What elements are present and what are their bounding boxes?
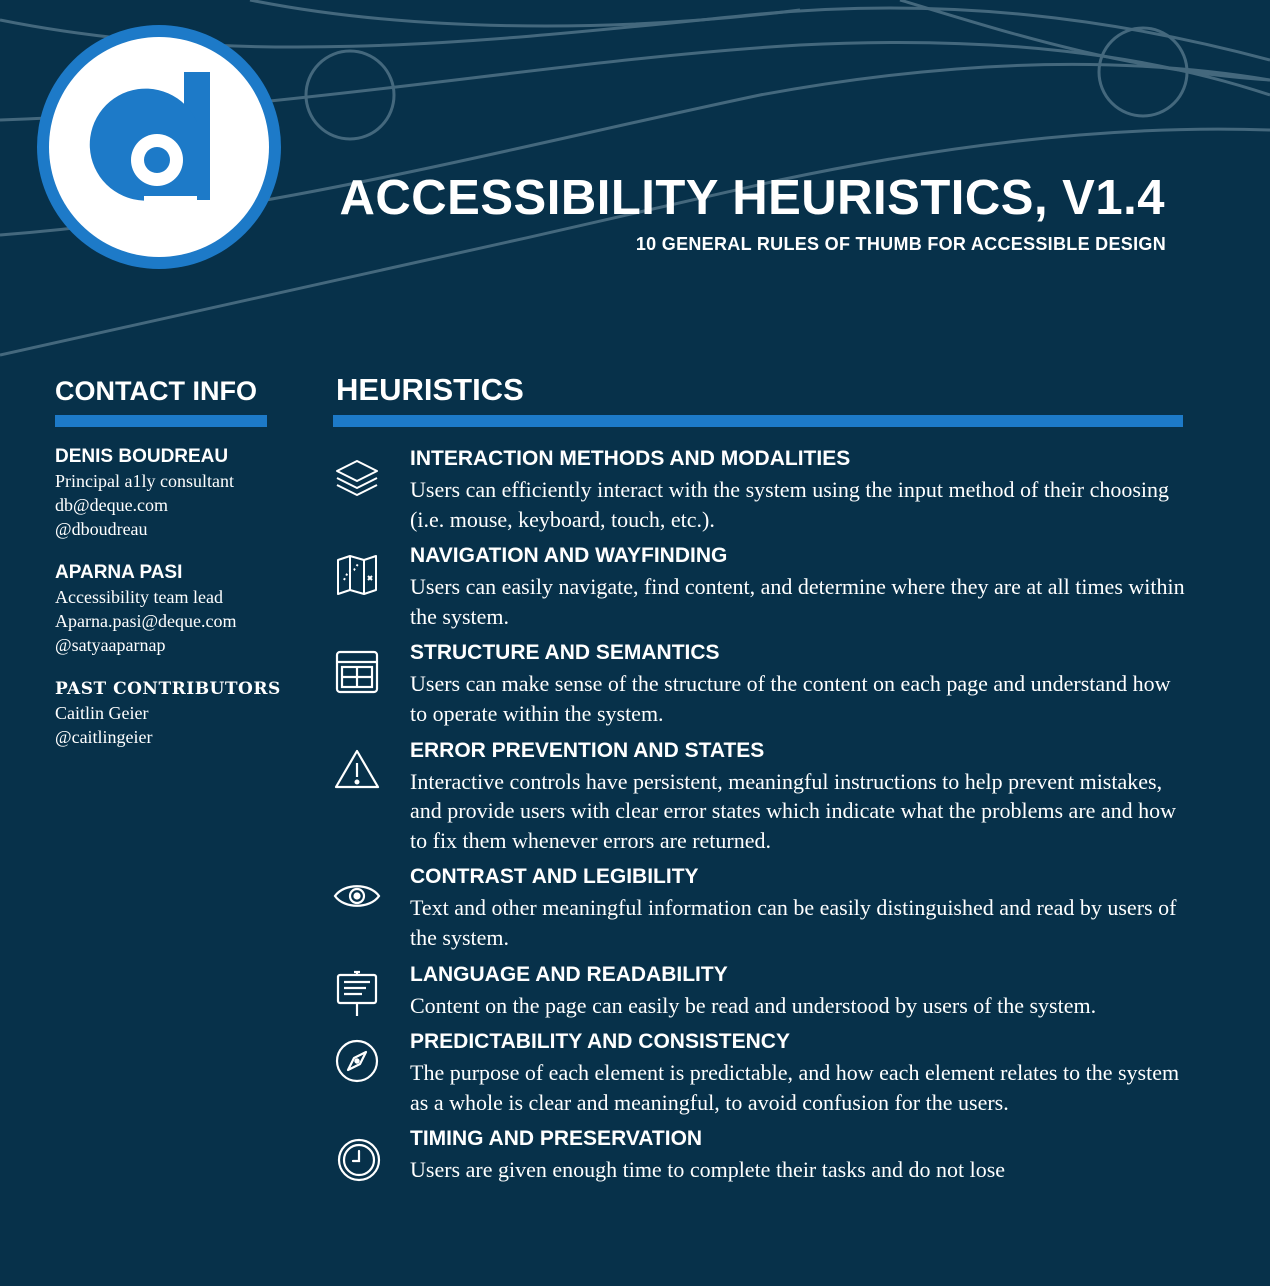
deque-logo-icon: [34, 22, 284, 272]
heuristic-item: [332, 542, 1202, 631]
heuristic-item: [332, 737, 1202, 856]
heuristic-description: Text and other meaningful information can be easily distinguished and read by users of the system.: [410, 895, 1177, 950]
clock-icon: [332, 1133, 382, 1183]
contact-list: [55, 445, 325, 769]
heuristic-title: LANGUAGE AND READABILITY: [410, 962, 728, 986]
contact-name: APARNA PASI: [55, 562, 183, 583]
heuristic-title: STRUCTURE AND SEMANTICS: [410, 641, 720, 665]
signboard-icon: [332, 969, 382, 1019]
past-contributors: [55, 677, 325, 749]
heuristic-description: Users are given enough time to complete their tasks and do not lose: [410, 1157, 1006, 1183]
heuristic-title: CONTRAST AND LEGIBILITY: [410, 865, 699, 889]
heuristics-divider: [333, 415, 1183, 427]
heuristic-item: [332, 445, 1202, 534]
contact-name: Caitlin Geier: [55, 703, 149, 723]
past-contributors-heading: PAST CONTRIBUTORS: [55, 679, 281, 699]
heuristics-list: [332, 445, 1202, 1193]
heuristics-heading: HEURISTICS: [336, 372, 524, 407]
heuristic-description: Content on the page can easily be read and understood by users of the system.: [410, 992, 1097, 1018]
contact-email[interactable]: Aparna.pasi@deque.com: [55, 611, 237, 631]
map-icon: [332, 550, 382, 600]
heuristic-item: [332, 961, 1202, 1021]
heuristic-title: INTERACTION METHODS AND MODALITIES: [410, 447, 851, 470]
contact-handle[interactable]: @dboudreau: [55, 519, 148, 539]
eye-icon: [332, 871, 382, 921]
layout-icon: [332, 647, 382, 697]
heuristic-description: Users can easily navigate, find content, and determine where they are at all times within the system.: [410, 574, 1185, 629]
heuristic-title: NAVIGATION AND WAYFINDING: [410, 544, 728, 568]
contact-role: Principal a1ly consultant: [55, 471, 234, 491]
heuristic-title: PREDICTABILITY AND CONSISTENCY: [410, 1030, 790, 1054]
contact-person: [55, 561, 325, 657]
heuristic-description: Users can efficiently interact with the system using the input method of their choosing (i.e. mouse, keyboard, touch, etc.).: [410, 477, 1170, 532]
contact-role: Accessibility team lead: [55, 587, 223, 607]
contact-handle[interactable]: @caitlingeier: [55, 727, 153, 747]
heuristic-item: [332, 1125, 1202, 1185]
contact-person: [55, 445, 325, 541]
page-subtitle: 10 GENERAL RULES OF THUMB FOR ACCESSIBLE DESIGN: [635, 234, 1166, 254]
contact-name: DENIS BOUDREAU: [55, 446, 229, 467]
heuristic-description: The purpose of each element is predictable, and how each element relates to the system as a whole is clear and meaningful, to avoid confusion for the users.: [410, 1060, 1180, 1115]
heuristic-description: Interactive controls have persistent, meaningful instructions to help prevent mistakes, and provide users with clear error states which indicate what the problems are and how to fix them whenever errors are returned.: [410, 768, 1177, 853]
contact-handle[interactable]: @satyaaparnap: [55, 635, 166, 655]
warning-icon: [332, 745, 382, 795]
compass-icon: [332, 1036, 382, 1086]
heuristic-title: ERROR PREVENTION AND STATES: [410, 738, 765, 762]
heuristic-title: TIMING AND PRESERVATION: [410, 1127, 703, 1151]
contact-divider: [55, 415, 267, 427]
contact-email[interactable]: db@deque.com: [55, 495, 169, 515]
heuristic-item: [332, 863, 1202, 952]
contact-heading: CONTACT INFO: [55, 376, 257, 406]
layers-icon: [332, 453, 382, 503]
page-title: ACCESSIBILITY HEURISTICS, V1.4: [339, 171, 1165, 225]
heuristic-item: [332, 639, 1202, 728]
heuristic-description: Users can make sense of the structure of the content on each page and understand how to operate within the system.: [410, 671, 1171, 726]
heuristic-item: [332, 1028, 1202, 1117]
